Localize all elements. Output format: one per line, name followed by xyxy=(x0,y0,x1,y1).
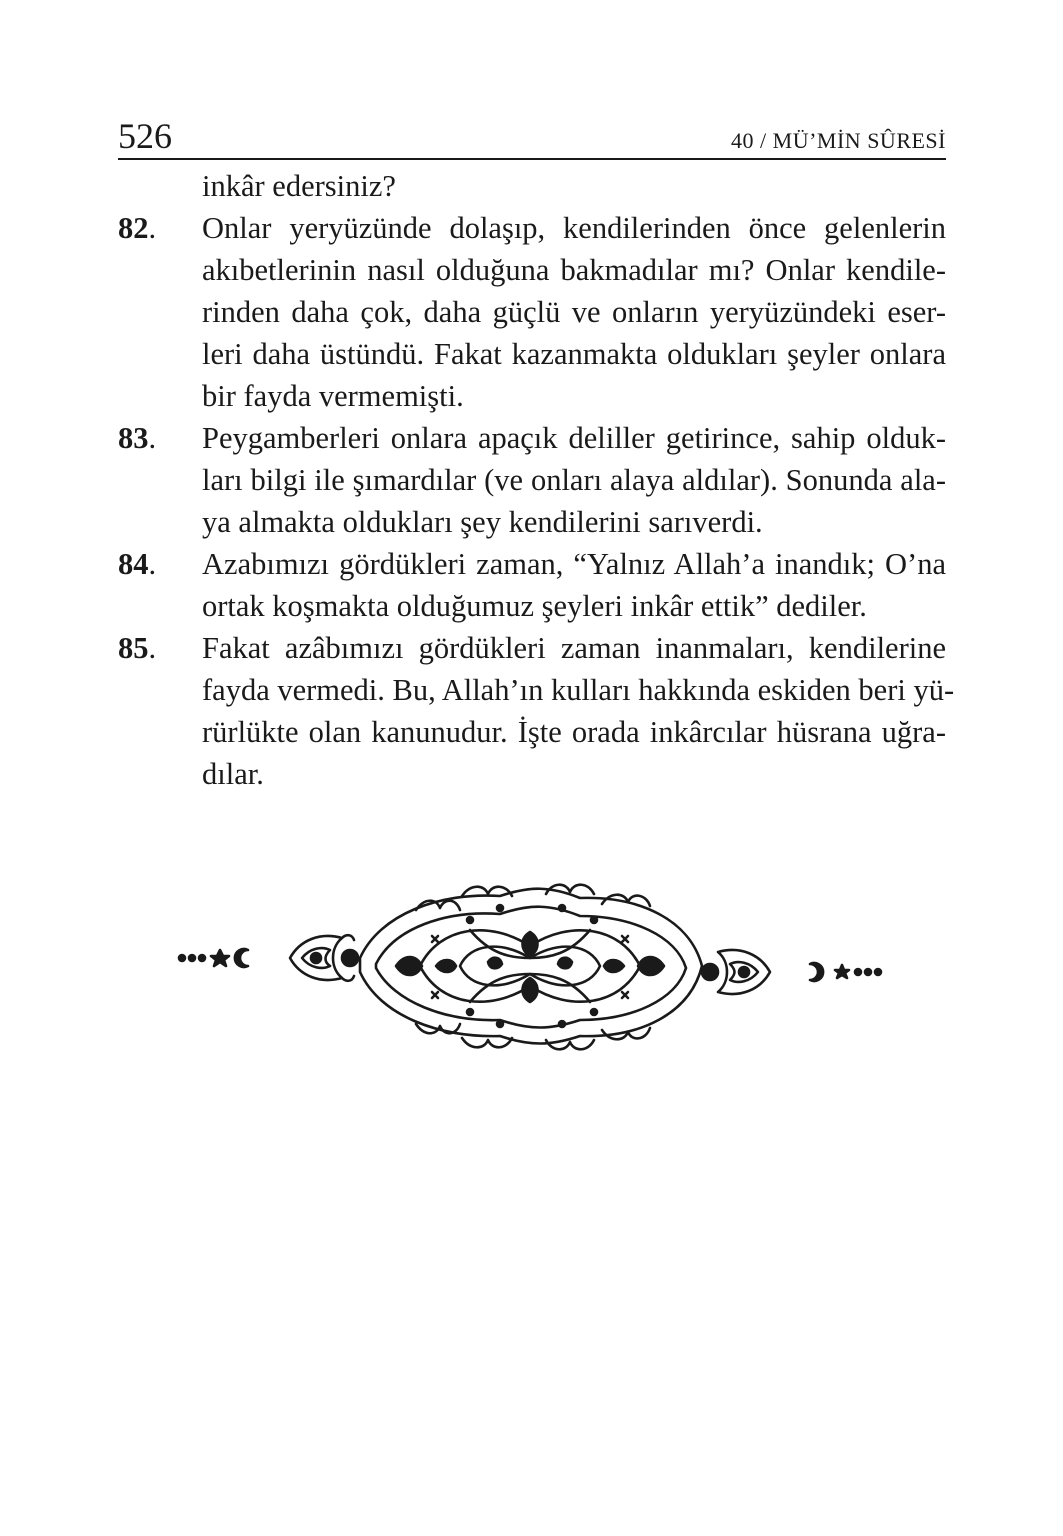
verse-list xyxy=(118,207,955,795)
verse-number-value: 82 xyxy=(118,211,149,245)
verse-number-value: 85 xyxy=(118,631,149,665)
verse-text-line: fayda vermedi. Bu, Allah’ın kulları hakkında eskiden beri yü- xyxy=(202,673,955,707)
verse-text-line: akıbetlerinin nasıl olduğuna bakmadılar mı? Onlar kendile- xyxy=(202,253,946,287)
verse-text-line: ları bilgi ile şımardılar (ve onları alaya aldılar). Sonunda ala- xyxy=(202,463,946,497)
page-number: 526 xyxy=(118,116,172,156)
verse-text-line: Azabımızı gördükleri zaman, “Yalnız Allah’a inandık; O’na xyxy=(202,547,946,581)
verse-text-line: ortak koşmakta olduğumuz şeyleri inkâr ettik” dediler. xyxy=(202,589,867,623)
verse-text-line: Peygamberleri onlara apaçık deliller getirince, sahip olduk- xyxy=(202,421,946,455)
page-body xyxy=(118,165,955,795)
verse-number-value: 83 xyxy=(118,421,149,455)
verse-number: 83. xyxy=(118,421,157,455)
verse-number-value: 84 xyxy=(118,547,149,581)
verse-number: 85. xyxy=(118,631,157,665)
verse-text-line: rinden daha çok, daha güçlü ve onların yeryüzündeki eser- xyxy=(202,295,946,329)
verse-number: 84. xyxy=(118,547,157,581)
verse-text-line: dılar. xyxy=(202,757,264,791)
verse-text-line: Fakat azâbımızı gördükleri zaman inanmaları, kendilerine xyxy=(202,631,946,665)
verse-text-line: leri daha üstündü. Fakat kazanmakta oldukları şeyler onlara xyxy=(202,337,946,371)
verse-text-line: rürlükte olan kanunudur. İşte orada inkârcılar hüsrana uğra- xyxy=(202,715,946,749)
continuation-line: inkâr edersiniz? xyxy=(202,169,396,203)
verse-number: 82. xyxy=(118,211,157,245)
verse-text-line: Onlar yeryüzünde dolaşıp, kendilerinden önce gelenlerin xyxy=(202,211,946,245)
page-header xyxy=(118,112,946,160)
running-head: 40 / MÜ’MİN SÛRESİ xyxy=(731,128,946,153)
verse-84 xyxy=(118,543,946,627)
verse-85 xyxy=(118,627,955,795)
verse-text-line: ya almakta oldukları şey kendilerini sarıverdi. xyxy=(202,505,763,539)
verse-83 xyxy=(118,417,946,543)
verse-82 xyxy=(118,207,946,417)
verse-text-line: bir fayda vermemişti. xyxy=(202,379,464,413)
rumi-floral-ornament-icon xyxy=(170,874,890,1054)
